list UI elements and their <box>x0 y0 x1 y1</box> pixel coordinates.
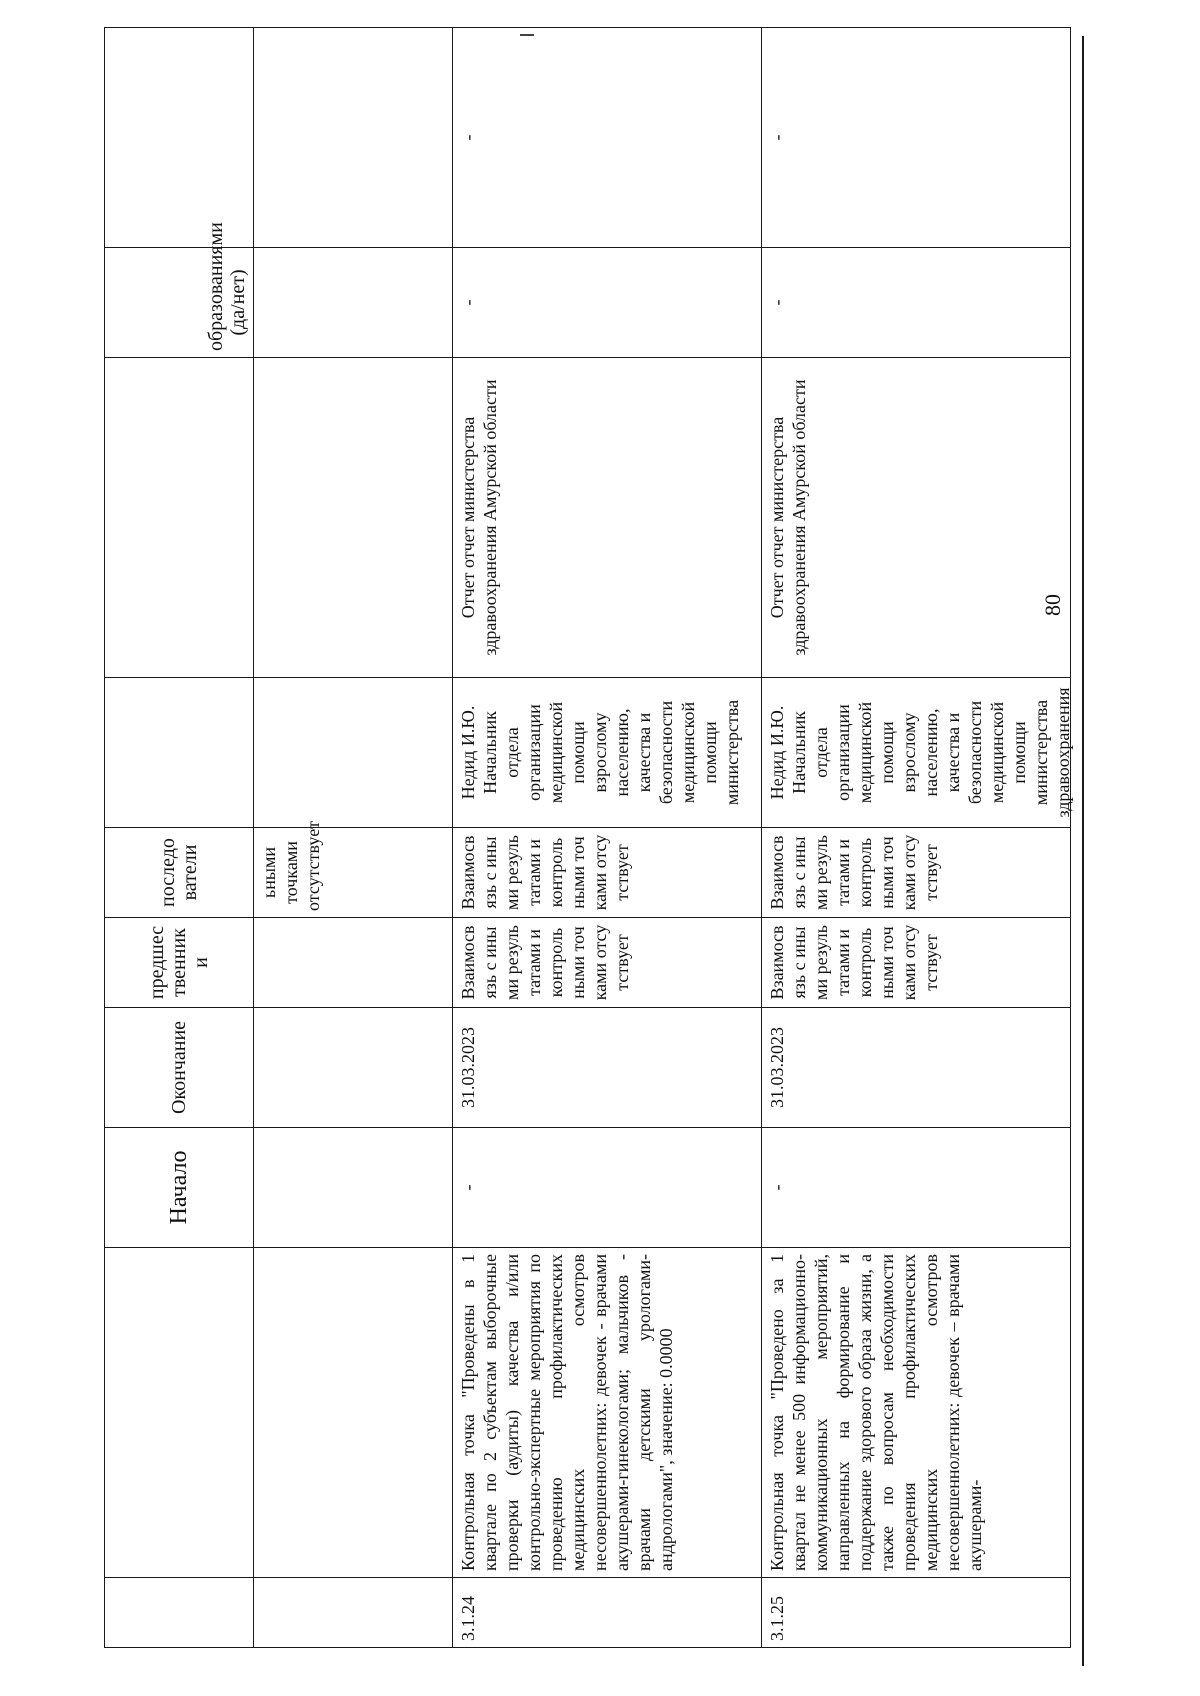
scan-artifact <box>520 34 534 36</box>
header-responsible-cell <box>105 678 254 828</box>
row-document: Отчет отчет министерства здравоохранения Амурской области <box>453 358 762 678</box>
row-end: 31.03.2023 <box>453 1008 762 1128</box>
row-start: - <box>762 1128 1071 1248</box>
row-document: Отчет отчет министерства здравоохранения Амурской области <box>762 358 1071 678</box>
row-info-system: - <box>453 28 762 248</box>
row-number: 3.1.24 <box>453 1578 762 1648</box>
header-info-system-cell <box>105 28 254 248</box>
row-responsible-text: Недид И.Ю. Начальник отдела организации медицинской помощи взрослому населению, качества и безопасности медицинской помощи министерства <box>458 699 742 806</box>
table-continuation-row <box>254 28 453 1648</box>
continued-successors: ьными точками отсутствует <box>254 828 453 918</box>
header-document-cell <box>105 358 254 678</box>
header-start: Начало <box>105 1128 254 1248</box>
plan-table <box>104 27 1071 1648</box>
header-end: Окончание <box>105 1008 254 1128</box>
row-responsible-text: Недид И.Ю. Начальник отдела организации медицинской помощи взрослому населению, качества и безопасности медицинской помощи министерства здравоохранения <box>767 687 1073 818</box>
table-header-row <box>105 28 254 1648</box>
header-predecessors: предшественники <box>105 918 254 1008</box>
row-predecessors: Взаимосвязь с иными результатами и контрольными точками отсутствует <box>762 918 1071 1008</box>
table-row <box>762 28 1071 1648</box>
row-info-system: - <box>762 28 1071 248</box>
row-successors: Взаимосвязь с иными результатами и контрольными точками отсутствует <box>762 828 1071 918</box>
page-number: 80 <box>1040 594 1065 616</box>
row-responsible <box>453 678 762 828</box>
row-description: Контрольная точка "Проведено за 1 квартал не менее 500 информационно-коммуникационных мероприятий, направленных на формирование и поддержание здорового образа жизни, а также по вопросам необходимости проведения профилактических медицинских осмотров несовершеннолетних: девочек – врачами акушерами- <box>762 1248 1071 1578</box>
bottom-rule <box>1082 36 1084 1666</box>
header-description-cell <box>105 1248 254 1578</box>
row-end: 31.03.2023 <box>762 1008 1071 1128</box>
row-agreed: - <box>762 248 1071 358</box>
row-successors: Взаимосвязь с иными результатами и контрольными точками отсутствует <box>453 828 762 918</box>
row-agreed: - <box>453 248 762 358</box>
row-description: Контрольная точка "Проведены в 1 квартале по 2 субъектам выборочные проверки (аудиты) качества и/или контрольно-экспертные мероприятия по проведению профилактических медицинских осмотров несовершеннолетних: девочек - врачами акушерами-гинекологами; мальчиков - врачами детскими урологами-андрологами", значение: 0.0000 <box>453 1248 762 1578</box>
row-responsible <box>762 678 1071 828</box>
row-number: 3.1.25 <box>762 1578 1071 1648</box>
header-agreed: образованиями (да/нет) <box>105 248 254 358</box>
row-start: - <box>453 1128 762 1248</box>
row-predecessors: Взаимосвязь с иными результатами и контрольными точками отсутствует <box>453 918 762 1008</box>
table-row <box>453 28 762 1648</box>
header-num-cell <box>105 1578 254 1648</box>
header-successors: последователи <box>105 828 254 918</box>
